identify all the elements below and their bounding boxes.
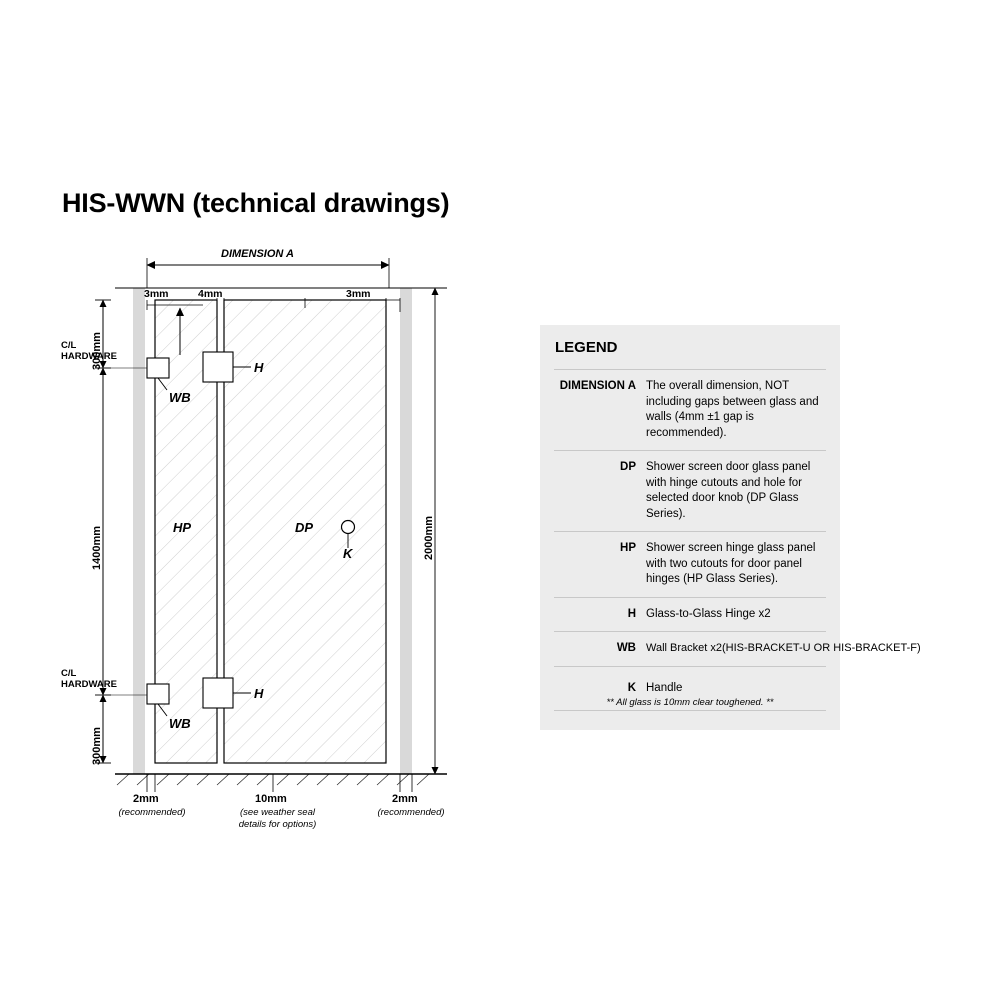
gap-3mm-right: 3mm bbox=[346, 288, 371, 300]
hinge-bottom-label: H bbox=[254, 686, 264, 701]
legend-value: Glass-to-Glass Hinge x2 bbox=[646, 607, 771, 620]
technical-drawing bbox=[55, 240, 515, 840]
legend-row bbox=[540, 451, 840, 531]
cl-hardware-bottom-label: C/L HARDWARE bbox=[61, 668, 117, 690]
shower-screen-drawing-svg bbox=[55, 240, 515, 840]
hinge-top-label: H bbox=[254, 360, 264, 375]
legend-rows bbox=[540, 369, 921, 711]
handle-label: K bbox=[343, 546, 353, 561]
bottom-gap-right-note: (recommended) bbox=[377, 807, 445, 818]
cl-hardware-top-label: C/L HARDWARE bbox=[61, 340, 117, 362]
legend-key: H bbox=[627, 607, 636, 620]
legend-key: HP bbox=[620, 542, 636, 554]
legend-row bbox=[540, 532, 840, 597]
door-panel-label: DP bbox=[295, 520, 314, 535]
hinge-bottom bbox=[203, 678, 233, 708]
wall-bracket-bottom bbox=[147, 684, 169, 704]
bottom-gap-left-note: (recommended) bbox=[118, 807, 186, 818]
legend-value: Shower screen hinge glass panel with two cutouts for door panel hinges (HP Glass Series). bbox=[646, 542, 816, 585]
dim-2000: 2000mm bbox=[423, 515, 435, 560]
dim-1400: 1400mm bbox=[91, 525, 103, 570]
dimension-a-label: DIMENSION A bbox=[221, 248, 294, 260]
legend-value: The overall dimension, NOT including gaps between glass and walls (4mm ±1 gap is recommended). bbox=[646, 380, 819, 439]
gap-3mm-left: 3mm bbox=[144, 288, 169, 300]
wall-bracket-top bbox=[147, 358, 169, 378]
legend-divider bbox=[554, 710, 826, 711]
dim-300-top: 300mm bbox=[91, 332, 103, 370]
legend-value: Shower screen door glass panel with hinge cutouts and hole for selected door knob (DP Glass Series). bbox=[646, 461, 811, 520]
handle-hole bbox=[342, 521, 355, 534]
bottom-gap-center: 10mm bbox=[255, 793, 287, 805]
legend-row bbox=[540, 598, 840, 632]
legend-row bbox=[540, 370, 840, 450]
legend-value: Handle bbox=[646, 681, 683, 694]
gap-4mm-center: 4mm bbox=[198, 288, 223, 300]
bottom-gap-left: 2mm bbox=[133, 793, 159, 805]
hinge-panel-label: HP bbox=[173, 520, 192, 535]
wall-right bbox=[400, 288, 412, 774]
legend-key: K bbox=[627, 681, 636, 694]
legend-key: DP bbox=[620, 461, 636, 473]
legend-key: DIMENSION A bbox=[559, 380, 636, 392]
legend-footnote: ** All glass is 10mm clear toughened. ** bbox=[606, 697, 774, 708]
legend-panel bbox=[540, 325, 921, 730]
wall-bracket-top-label: WB bbox=[169, 390, 191, 405]
legend-key: WB bbox=[616, 642, 636, 654]
legend-title: LEGEND bbox=[555, 339, 618, 356]
legend-row bbox=[540, 632, 921, 666]
bottom-gap-right: 2mm bbox=[392, 793, 418, 805]
page-title: HIS-WWN (technical drawings) bbox=[62, 188, 450, 218]
dim-300-bottom: 300mm bbox=[91, 727, 103, 765]
wall-left bbox=[133, 288, 145, 774]
wall-bracket-bottom-label: WB bbox=[169, 716, 191, 731]
legend-value: Wall Bracket x2(HIS-BRACKET-U OR HIS-BRACKET-F) bbox=[646, 642, 921, 654]
bottom-gap-center-note: (see weather seal details for options) bbox=[238, 807, 317, 830]
hinge-top bbox=[203, 352, 233, 382]
